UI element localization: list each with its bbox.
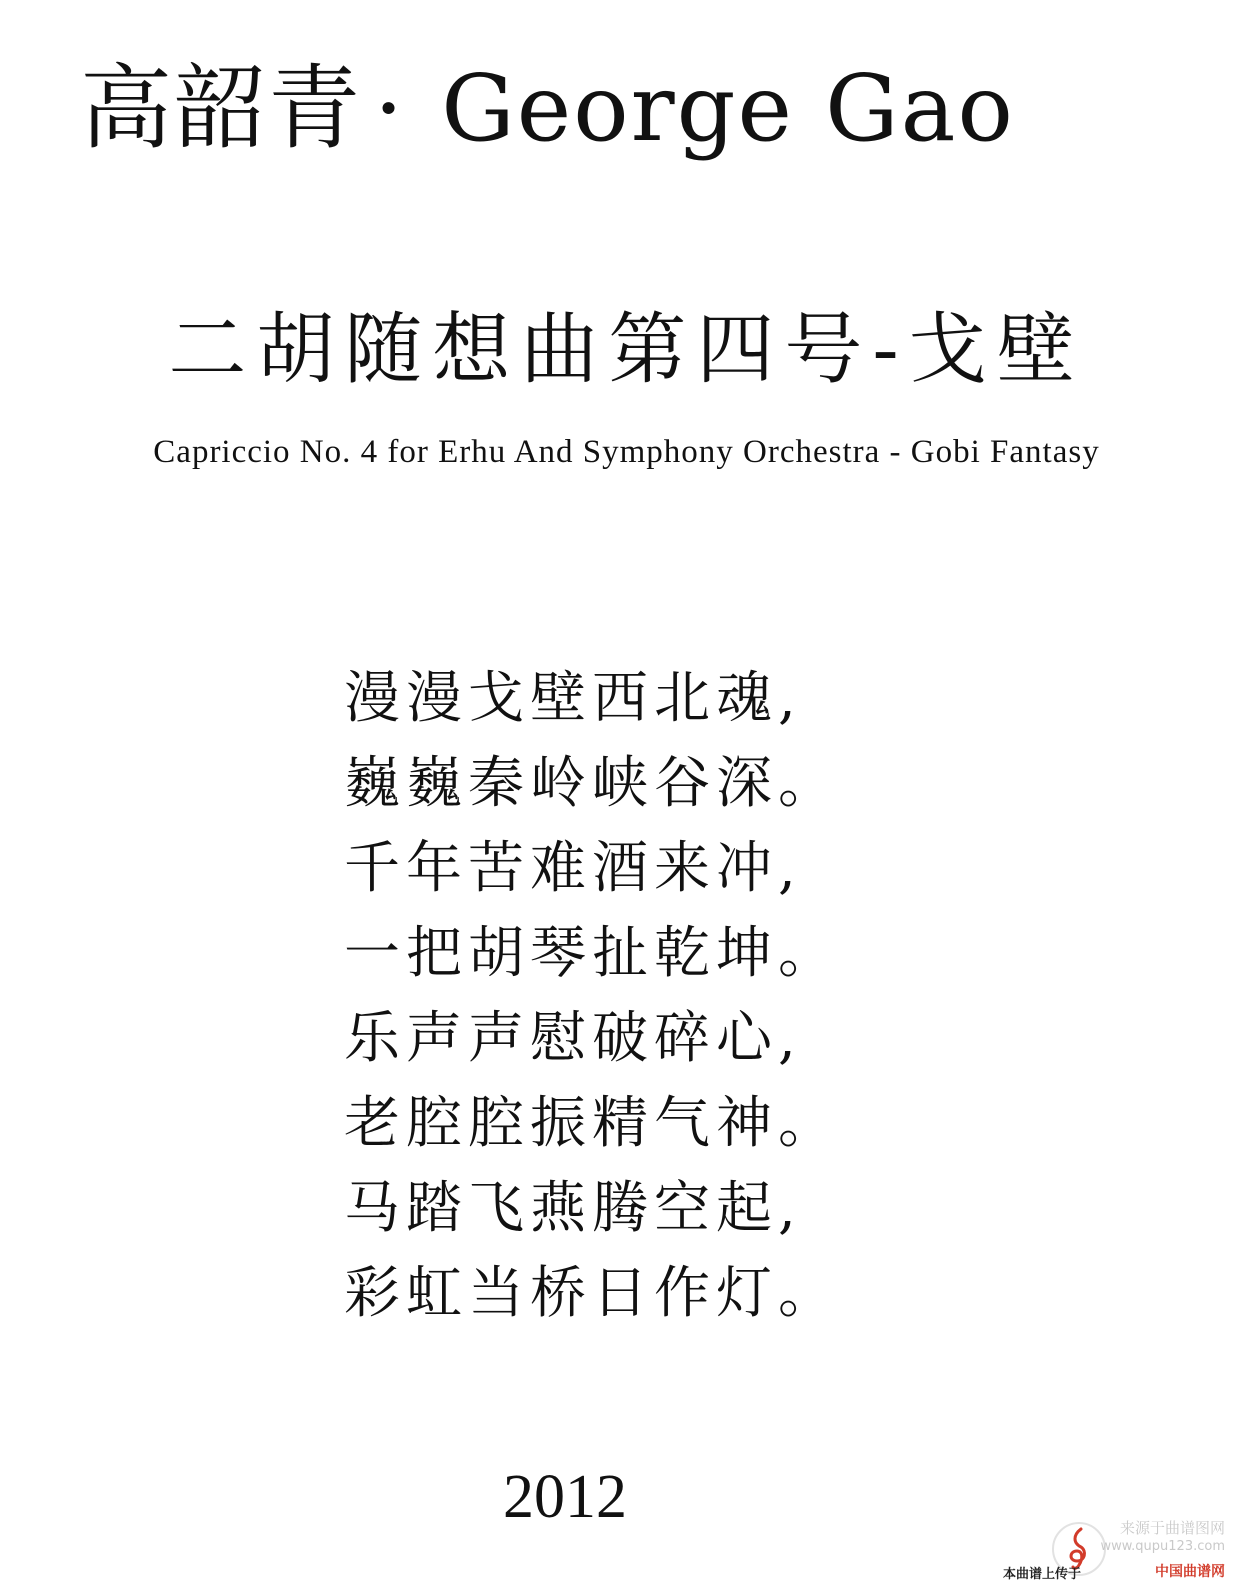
poem-line: 巍巍秦岭峡谷深。 [344,751,840,816]
title-english: Capriccio No. 4 for Erhu And Symphony Orchestra - Gobi Fantasy [153,434,1100,470]
poem-line: 彩虹当桥日作灯。 [344,1261,840,1326]
poem-line: 一把胡琴扯乾坤。 [344,921,840,986]
watermark-url: www.qupu123.com [1100,1539,1225,1554]
poem [344,656,904,1336]
watermark [1003,1517,1233,1587]
composer-heading [80,44,1200,174]
watermark-site: 中国曲谱网 [1155,1564,1225,1580]
poem-line: 千年苦难酒来冲, [344,836,802,901]
poem-line: 老腔腔振精气神。 [344,1091,840,1156]
poem-line: 乐声声慰破碎心, [344,1006,802,1071]
title-chinese: 二胡随想曲第四号-戈壁 [168,305,1085,395]
composer-name-zh: 高韶青 [80,55,363,162]
poem-line: 漫漫戈壁西北魂, [344,666,802,731]
poem-line: 马踏飞燕腾空起, [344,1176,802,1241]
year: 2012 [503,1463,627,1531]
composer-name-en: George Gao [441,55,1015,162]
watermark-source: 来源于曲谱图网 [1119,1519,1225,1537]
name-separator: · [374,55,406,162]
watermark-upload-note: 本曲谱上传于 [1003,1567,1082,1582]
